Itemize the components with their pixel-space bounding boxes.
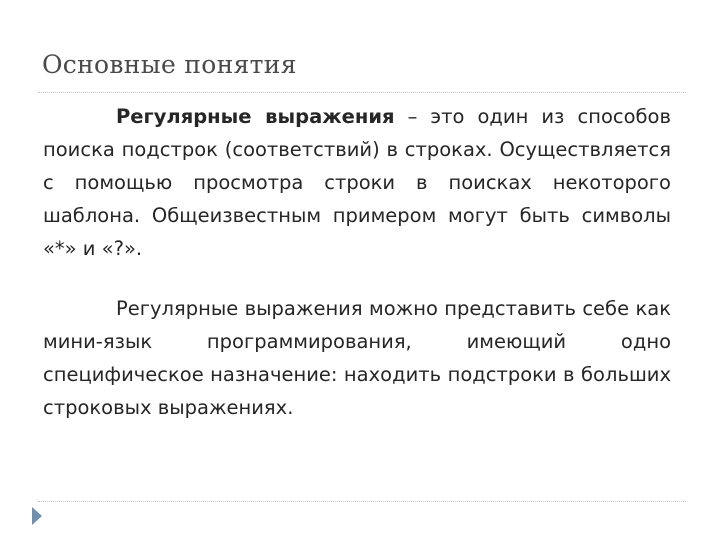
slide-body [43,100,671,424]
paragraph-definition [43,100,671,265]
paragraph-mini-language: Регулярные выражения можно представить себе как мини-язык программирования, имеющий одно специфическое назначение: находить подстроки в больших строковых выражениях. [43,297,671,419]
definition-text: – это один из способов поиска подстрок (соответствий) в строках. Осуществляется с помощью просмотра строки в поисках некоторого шаблона. Общеизвестным примером могут быть символы «*» и «?». [43,105,671,260]
triangle-right-icon[interactable] [32,507,42,525]
footer-divider [38,501,686,502]
slide-title: Основные понятия [42,50,297,79]
title-divider [38,92,686,93]
term-regular-expressions: Регулярные выражения [116,105,395,128]
